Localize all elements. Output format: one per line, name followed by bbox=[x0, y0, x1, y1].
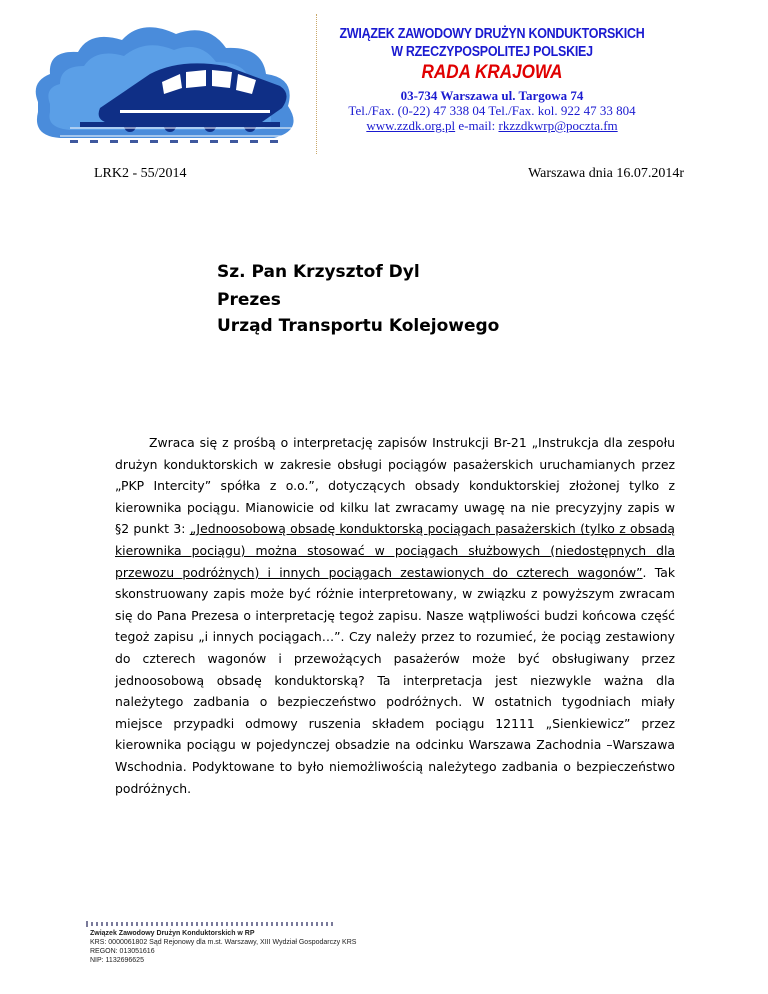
rada-krajowa: RADA KRAJOWA bbox=[421, 62, 563, 83]
address: 03-734 Warszawa ul. Targowa 74 bbox=[400, 88, 584, 103]
body-part2: . Tak skonstruowany zapis może być różnie interpretowany, w związku z powyższym zwracam się do Pana Prezesa o interpretację tegoż zapisu. Nasze wątpliwości budzi końcowa część tegoż zapisu „i innych pociągach…”. Czy należy przez to rozumieć, że pociąg zestawiony do czterech wagonów i przewożących pasażerów może być obsługiwany przez jednoosobową obsadę konduktorską? Ta interpretacja jest niezwykle ważna dla należytego zadbania o bezpieczeństwo podróżnych. W ostatnich tygodniach miały miejsce przypadki odmowy ruszenia składem pociągu 12111 „Sienkiewicz” przez kierownika pociągu w pojedynczej obsadzie na odcinku Warszawa Zachodnia –Warszawa Wschodnia. Podyktowane to było niemożliwością należytego zadbania o bezpieczeństwo podróżnych. bbox=[115, 564, 675, 796]
email-link[interactable]: rkzzdkwrp@poczta.fm bbox=[498, 118, 618, 133]
train-logo-icon bbox=[30, 12, 314, 154]
footer-regon: REGON: 013051616 bbox=[90, 948, 155, 955]
footer-krs: KRS: 0000061802 Sąd Rejonowy dla m.st. Warszawy, XIII Wydział Gospodarczy KRS bbox=[90, 939, 357, 946]
letter-body bbox=[115, 432, 675, 799]
email-label: e-mail: bbox=[458, 118, 496, 133]
website-link[interactable]: www.zzdk.org.pl bbox=[366, 118, 456, 133]
recipient-name: Sz. Pan Krzysztof Dyl bbox=[217, 262, 420, 282]
reference-number: LRK2 - 55/2014 bbox=[94, 166, 187, 181]
phone-numbers: Tel./Fax. (0-22) 47 338 04 Tel./Fax. kol. 922 47 33 804 bbox=[348, 103, 636, 118]
footer-divider bbox=[86, 922, 334, 926]
footer-nip: NIP: 1132696625 bbox=[90, 957, 144, 964]
org-name-line2: W RZECZYPOSPOLITEJ POLSKIEJ bbox=[391, 44, 593, 60]
org-name-line1: ZWIĄZEK ZAWODOWY DRUŻYN KONDUKTORSKICH bbox=[339, 26, 645, 42]
recipient-institution: Urząd Transportu Kolejowego bbox=[217, 316, 500, 336]
body-part1: Zwraca się z prośbą o interpretację zapisów Instrukcji Br-21 „Instrukcja dla zespołu drużyn konduktorskich w zakresie obsługi pociągów pasażerskich uruchamianych przez „PKP Intercity” spółka z o.o.”, dotyczących obsady konduktorskiej złożonej tylko z kierownika pociągu. Mianowicie od kilku lat zwracamy uwagę na nie precyzyjny zapis w §2 punkt 3: bbox=[115, 435, 675, 537]
recipient-title: Prezes bbox=[217, 290, 281, 310]
letter-date: Warszawa dnia 16.07.2014r bbox=[528, 166, 684, 181]
contact-links bbox=[312, 118, 672, 134]
footer-org: Związek Zawodowy Drużyn Konduktorskich w RP bbox=[90, 930, 255, 937]
body-quote: „Jednoosobową obsadę konduktorską pociągach pasażerskich (tylko z obsadą kierownika pociągu) można stosować w pociągach służbowych (niedostępnych dla przewozu podróżnych) i innych pociągach zestawionych do czterech wagonów” bbox=[115, 521, 675, 580]
